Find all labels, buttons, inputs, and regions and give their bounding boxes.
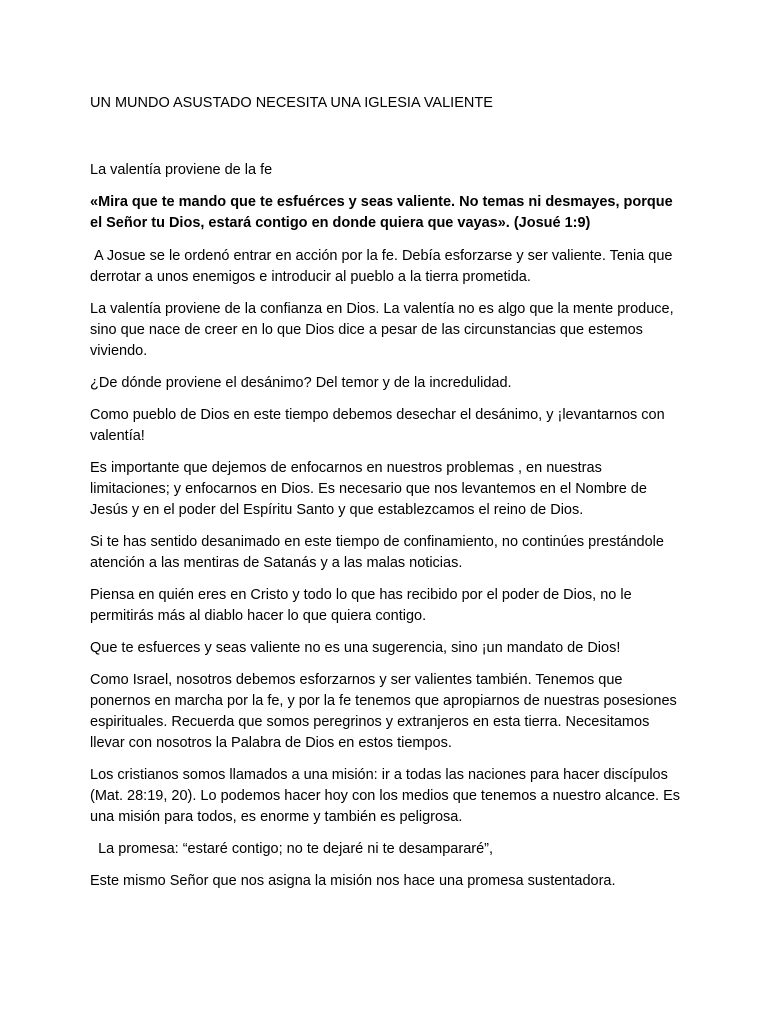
paragraph: Es importante que dejemos de enfocarnos en nuestros problemas , en nuestras limitaciones; y enfocarnos en Dios. Es necesario que nos levantemos en el Nombre de Jesús y en el poder del Espíritu Santo y que establezcamos el reino de Dios. [90, 460, 647, 518]
section-heading: La valentía proviene de la fe [90, 162, 273, 178]
paragraph: Como pueblo de Dios en este tiempo debemos desechar el desánimo, y ¡levantarnos con valentía! [90, 407, 665, 444]
paragraph: ¿De dónde proviene el desánimo? Del temor y de la incredulidad. [90, 375, 512, 391]
paragraph: Los cristianos somos llamados a una misión: ir a todas las naciones para hacer discípulos (Mat. 28:19, 20). Lo podemos hacer hoy con los medios que tenemos a nuestro alcance. Es una misión para todos, es enorme y también es peligrosa. [90, 767, 681, 825]
paragraph: La valentía proviene de la confianza en Dios. La valentía no es algo que la mente produce, sino que nace de creer en lo que Dios dice a pesar de las circunstancias que estemos viviendo. [90, 301, 674, 359]
document-body [90, 192, 680, 903]
paragraph: Como Israel, nosotros debemos esforzarnos y ser valientes también. Tenemos que ponernos en marcha por la fe, y por la fe tenemos que apropiarnos de nuestras posesiones espirituales. Recuerda que somos peregrinos y extranjeros en esta tierra. Necesitamos llevar con nosotros la Palabra de Dios en estos tiempos. [90, 672, 677, 751]
paragraph: Piensa en quién eres en Cristo y todo lo que has recibido por el poder de Dios, no le permitirás más al diablo hacer lo que quiera contigo. [90, 587, 632, 624]
paragraph: La promesa: “estaré contigo; no te dejaré ni te desampararé”, [90, 841, 494, 857]
paragraph: Este mismo Señor que nos asigna la misión nos hace una promesa sustentadora. [90, 873, 616, 889]
paragraph: Que te esfuerces y seas valiente no es una sugerencia, sino ¡un mandato de Dios! [90, 640, 621, 656]
paragraph: A Josue se le ordenó entrar en acción por la fe. Debía esforzarse y ser valiente. Tenia que derrotar a unos enemigos e introducir al pueblo a la tierra prometida. [90, 248, 677, 285]
document-title: UN MUNDO ASUSTADO NECESITA UNA IGLESIA VALIENTE [90, 95, 493, 111]
bible-quote: «Mira que te mando que te esfuérces y seas valiente. No temas ni desmayes, porque el Señor tu Dios, estará contigo en donde quiera que vayas». (Josué 1:9) [90, 194, 673, 231]
paragraph: Si te has sentido desanimado en este tiempo de confinamiento, no continúes prestándole atención a las mentiras de Satanás y a las malas noticias. [90, 534, 664, 571]
